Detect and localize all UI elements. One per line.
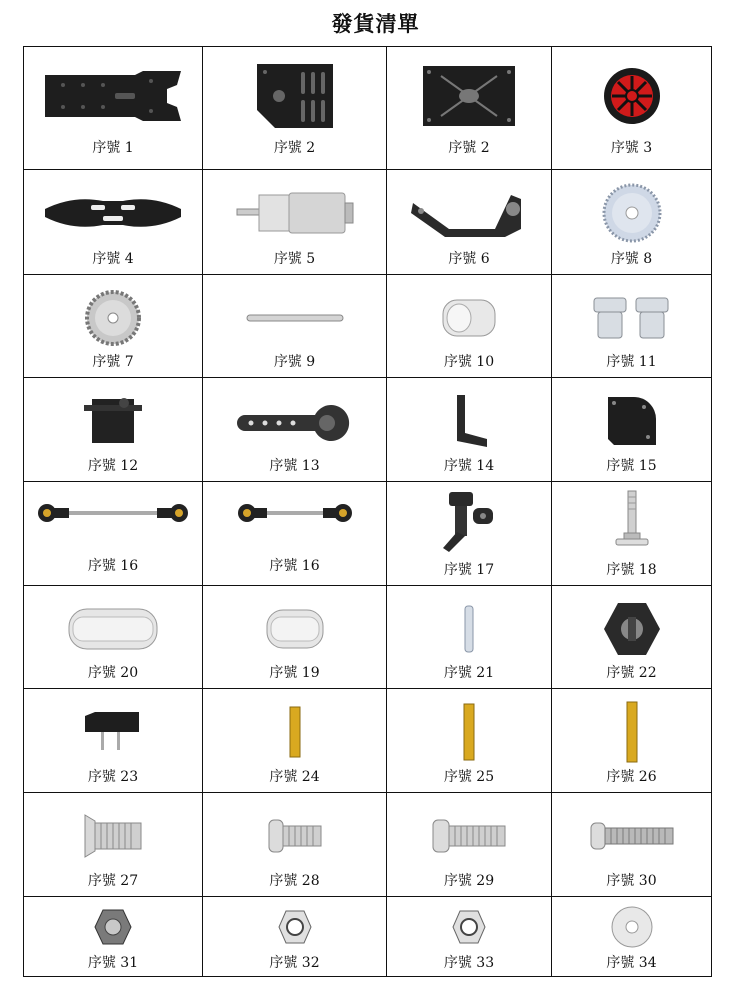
hex-nut-pair-icon — [552, 283, 711, 353]
part-label: 序號 29 — [443, 872, 495, 889]
carbon-chassis-plate-icon — [24, 61, 202, 131]
part-cell — [203, 378, 387, 482]
axle-rod-icon — [203, 283, 386, 353]
part-label: 序號 24 — [269, 769, 320, 785]
part-cell — [387, 585, 552, 689]
part-label: 序號 7 — [92, 354, 134, 371]
part-label: 序號 9 — [273, 354, 316, 371]
part-cell — [387, 47, 552, 170]
table-row — [24, 378, 712, 482]
large-gear-icon — [552, 178, 711, 248]
short-tie-rod-icon — [203, 478, 386, 548]
part-label: 序號 27 — [87, 872, 139, 889]
part-label: 序號 6 — [448, 250, 490, 267]
part-cell — [203, 170, 387, 274]
part-cell — [203, 47, 387, 170]
motor-bracket-icon — [387, 178, 551, 248]
part-label: 序號 16 — [87, 557, 139, 574]
x-cut-plate-icon — [387, 61, 551, 131]
part-cell — [387, 378, 552, 482]
part-label: 序號 4 — [92, 250, 134, 267]
bumper-plate-icon — [24, 178, 202, 248]
part-cell — [387, 170, 552, 274]
table-row — [24, 689, 712, 793]
part-label: 序號 1 — [92, 140, 134, 157]
part-label: 序號 2 — [448, 140, 490, 157]
part-label: 序號 14 — [443, 457, 495, 474]
servo-motor-icon — [24, 386, 202, 456]
part-label: 序號 32 — [269, 955, 320, 971]
countersunk-screw-icon — [24, 801, 202, 871]
part-label: 序號 2 — [273, 140, 316, 157]
part-cell — [552, 170, 712, 274]
table-row — [24, 47, 712, 170]
part-cell — [387, 896, 552, 976]
part-label: 序號 34 — [606, 955, 657, 971]
brass-standoff-icon — [552, 697, 711, 767]
part-cell — [24, 793, 203, 897]
small-gear-icon — [24, 283, 202, 353]
part-cell — [203, 793, 387, 897]
brass-standoff-icon — [387, 697, 551, 767]
part-label: 序號 26 — [606, 769, 657, 785]
long-tie-rod-icon — [24, 478, 202, 548]
table-row — [24, 170, 712, 274]
parts-table — [23, 46, 712, 977]
part-cell — [552, 378, 712, 482]
part-label: 序號 28 — [269, 872, 320, 889]
part-label: 序號 10 — [443, 354, 495, 371]
gear-motor-icon — [203, 178, 386, 248]
part-label: 序號 16 — [269, 557, 320, 574]
table-row — [24, 896, 712, 976]
part-label: 序號 15 — [606, 457, 657, 474]
part-cell — [552, 481, 712, 585]
part-cell — [387, 689, 552, 793]
part-cell — [387, 793, 552, 897]
part-label: 序號 31 — [87, 955, 139, 971]
long-screw-icon — [552, 801, 711, 871]
part-cell — [203, 585, 387, 689]
part-label: 序號 17 — [443, 561, 495, 578]
lock-nut-icon — [203, 903, 386, 951]
part-label: 序號 12 — [87, 457, 139, 474]
part-label: 序號 20 — [87, 665, 139, 682]
medium-screw-icon — [387, 801, 551, 871]
part-cell — [552, 274, 712, 378]
washer-icon — [552, 903, 711, 951]
part-cell — [203, 274, 387, 378]
part-cell — [387, 481, 552, 585]
servo-arm-icon — [203, 386, 386, 456]
table-row — [24, 585, 712, 689]
part-cell — [552, 793, 712, 897]
part-cell — [24, 274, 203, 378]
part-label: 序號 18 — [606, 561, 657, 578]
red-wheel-icon — [552, 61, 711, 131]
table-row — [24, 793, 712, 897]
bearing-icon — [387, 283, 551, 353]
part-label: 序號 13 — [269, 457, 320, 474]
slotted-plate-icon — [203, 61, 386, 131]
part-cell — [387, 274, 552, 378]
part-label: 序號 8 — [610, 250, 653, 267]
part-label: 序號 21 — [443, 665, 495, 682]
part-cell — [24, 585, 203, 689]
part-cell — [24, 481, 203, 585]
lock-nut-icon — [387, 903, 551, 951]
part-label: 序號 22 — [606, 665, 657, 682]
part-cell — [203, 481, 387, 585]
part-cell — [24, 47, 203, 170]
part-label: 序號 23 — [87, 769, 139, 785]
brass-standoff-icon — [203, 697, 386, 767]
hex-hub-icon — [552, 594, 711, 664]
part-cell — [24, 689, 203, 793]
part-label: 序號 33 — [443, 955, 495, 971]
part-cell — [24, 896, 203, 976]
l-bracket-icon — [387, 386, 551, 456]
part-cell — [203, 689, 387, 793]
part-cell — [203, 896, 387, 976]
part-cell — [552, 585, 712, 689]
part-label: 序號 3 — [610, 140, 653, 157]
part-cell — [552, 896, 712, 976]
part-cell — [552, 47, 712, 170]
part-label: 序號 11 — [606, 354, 657, 371]
short-screw-icon — [203, 801, 386, 871]
page-title: 發貨清單 — [331, 12, 420, 36]
rocker-switch-icon — [24, 697, 202, 767]
part-cell — [24, 170, 203, 274]
mount-plate-icon — [552, 386, 711, 456]
table-row — [24, 274, 712, 378]
kingpin-icon — [552, 486, 711, 556]
large-bearing-icon — [24, 594, 202, 664]
part-label: 序號 30 — [606, 872, 657, 889]
part-cell — [24, 378, 203, 482]
table-row — [24, 481, 712, 585]
medium-bearing-icon — [203, 594, 386, 664]
part-label: 序號 19 — [269, 665, 320, 682]
part-label: 序號 5 — [273, 250, 316, 267]
part-cell — [552, 689, 712, 793]
hex-nut-icon — [24, 903, 202, 951]
pin-icon — [387, 594, 551, 664]
steering-knuckle-icon — [387, 486, 551, 556]
part-label: 序號 25 — [443, 769, 495, 785]
